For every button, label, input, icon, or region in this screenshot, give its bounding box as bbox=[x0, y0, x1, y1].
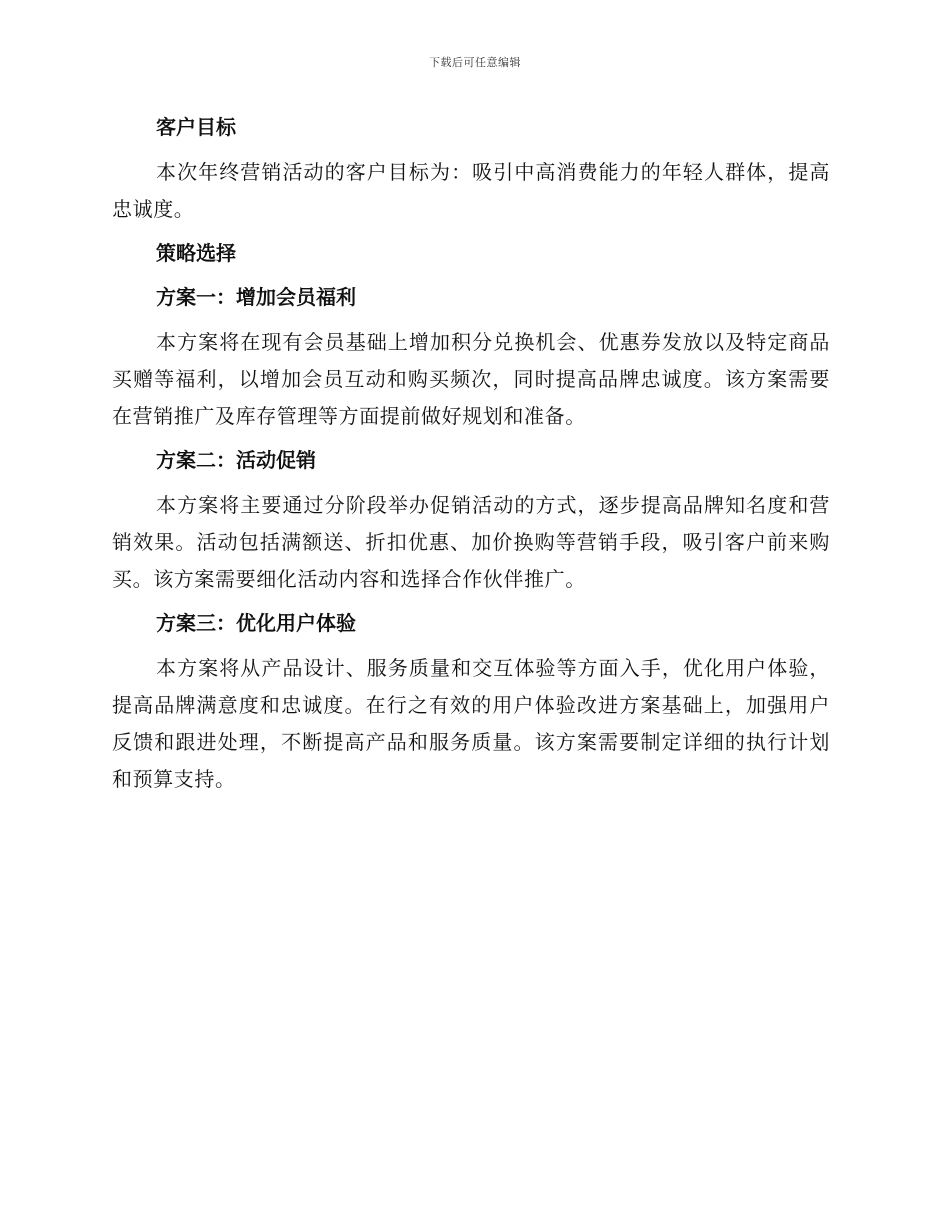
heading-plan-three: 方案三：优化用户体验 bbox=[156, 611, 356, 635]
document-body bbox=[112, 110, 830, 806]
paragraph-plan-three: 本方案将从产品设计、服务质量和交互体验等方面入手，优化用户体验，提高品牌满意度和忠诚度。在行之有效的用户体验改进方案基础上，加强用户反馈和跟进处理，不断提高产品和服务质量。该方案需要制定详细的执行计划和预算支持。 bbox=[112, 656, 830, 791]
paragraph-plan-two: 本方案将主要通过分阶段举办促销活动的方式，逐步提高品牌知名度和营销效果。活动包括满额送、折扣优惠、加价换购等营销手段，吸引客户前来购买。该方案需要细化活动内容和选择合作伙伴推广。 bbox=[112, 493, 830, 591]
heading-strategy-selection: 策略选择 bbox=[156, 241, 236, 265]
paragraph-plan-one: 本方案将在现有会员基础上增加积分兑换机会、优惠券发放以及特定商品买赠等福利，以增加会员互动和购买频次，同时提高品牌忠诚度。该方案需要在营销推广及库存管理等方面提前做好规划和准备。 bbox=[112, 330, 830, 428]
heading-customer-goal: 客户目标 bbox=[156, 115, 236, 139]
paragraph-customer-goal: 本次年终营销活动的客户目标为：吸引中高消费能力的年轻人群体，提高忠诚度。 bbox=[112, 160, 830, 221]
heading-plan-two: 方案二：活动促销 bbox=[156, 448, 316, 472]
heading-plan-one: 方案一：增加会员福利 bbox=[156, 285, 356, 309]
page-header-note: 下载后可任意编辑 bbox=[429, 56, 521, 69]
